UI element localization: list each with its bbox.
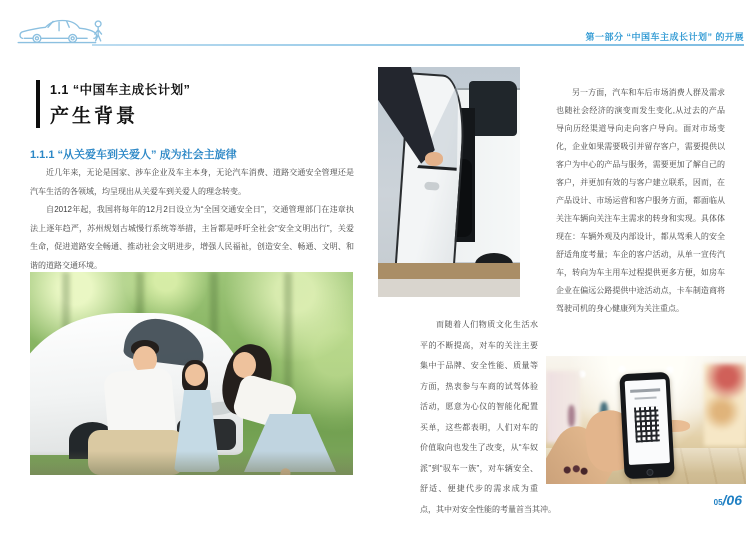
chapter-number: 1.1 “中国车主成长计划”	[50, 83, 191, 97]
right-lower-block	[420, 315, 746, 520]
chapter-title-block	[36, 80, 190, 128]
right-paragraph-2: 而随着人们物质文化生活水平的不断提高，对车的关注主要集中于品牌、安全性能、质量等方面，热衷参与车商的试驾体验活动，愿意为心仪的智能化配置买单，这些都表明，人们对车的价值取向也发生了改变，从“车奴派”到“驭车一族”，对车辆安全、舒适、便捷代步的需求成为重点，其中对安全性能的考量首当其冲。	[420, 320, 556, 514]
pavement-strip	[378, 279, 520, 297]
left-paragraph-2: 自2012年起，我国将每年的12月2日设立为“全国交通安全日”，交通管理部门在违章执法上逐年趋严，苏州规划古城慢行系统等举措，主旨都是呼吁全社会“安全文明出行”，关爱生命，促进道路安全畅通、推动社会文明进步，增强人民福祉，创造安全、畅通、文明、和谐的道路交通环境。	[30, 205, 354, 270]
page-number	[714, 492, 742, 510]
bead-bracelet	[562, 464, 588, 477]
daughter-head	[185, 364, 205, 386]
phone-qr-mall-photo	[546, 356, 746, 484]
page-number-total: /06	[722, 492, 742, 508]
right-column-text	[556, 84, 725, 318]
page-number-current: 05	[713, 498, 723, 507]
phone-screen	[624, 379, 669, 465]
mall-shopper	[568, 405, 575, 427]
header-rule	[92, 44, 744, 46]
chauffeur-car-door-photo	[378, 67, 520, 297]
right-paragraph-1: 另一方面，汽车和车后市场消费人群及需求也随社会经济的演变而发生变化,从过去的产品导向历经渠道导向走向客户导向。面对市场变化，企业如果需要吸引并留存客户，需要提供以客户为中心的产品与服务，需要更加了解自己的客户，并更加有效的与客户建立联系，因而，在产品设计、市场运营和客户服务方面，都面临从关注车辆向关注车主需求的转身和实现。具体体现在：车辆外观及内部设计，都从驾乘人的安全舒适角度考量；车企的客户活动，从单一宣传汽车，转向为车主用车过程提供更多方便，如房车企业在偏远公路提供中途活动点，卡车制造商将驾驶司机的身心健康列为关注重点。	[556, 88, 725, 313]
screen-text-row	[630, 388, 660, 393]
car-rear-window	[469, 81, 517, 136]
left-paragraph-1: 近几年来，无论是国家、涉车企业及车主本身，无论汽车消费、道路交通安全管理还是汽车生活的各领域，均呈现出从关爱车到关爱人的理念转变。	[30, 168, 354, 196]
car-person-logo-icon	[14, 12, 116, 46]
page-title: 产生背景	[50, 106, 139, 127]
breadcrumb: 第一部分 “中国车主成长计划” 的开展	[585, 32, 744, 42]
door-handle	[424, 181, 439, 190]
left-body-text	[30, 164, 354, 275]
mother-head	[233, 352, 256, 378]
forest-ground	[30, 451, 353, 475]
smartphone	[619, 371, 674, 478]
screen-text-row	[634, 396, 657, 399]
chauffeur-hand	[425, 152, 443, 166]
ground-strip	[378, 263, 520, 279]
family-suv-photo	[30, 272, 353, 475]
mall-storefront-right	[704, 364, 746, 446]
section-heading: 1.1.1 “从关爱车到关爱人” 成为社会主旋律	[30, 149, 237, 161]
phone-home-button	[646, 468, 653, 475]
qr-code	[634, 406, 660, 442]
